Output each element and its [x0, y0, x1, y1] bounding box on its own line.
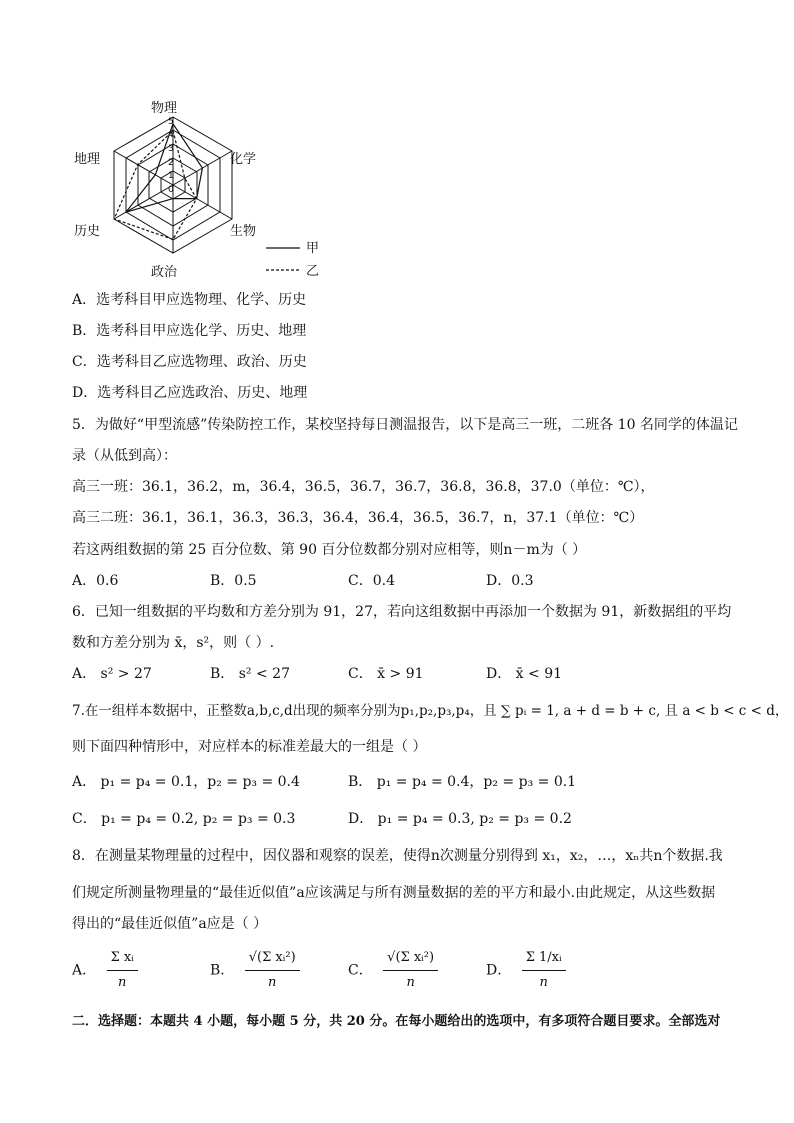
section-2-heading: 二．选择题：本题共 4 小题，每小题 5 分，共 20 分。在每小题给出的选项中，有多项符合题目要求。全部选对	[72, 1014, 721, 1029]
q8-option-d-numerator: Σ 1/xᵢ	[522, 948, 566, 971]
q8-stem-line3: 得出的“最佳近似值”a应是（ ）	[72, 916, 268, 932]
q4-option-c: C．选考科目乙应选物理、政治、历史	[72, 354, 307, 370]
axis-label-biology: 生物	[230, 224, 257, 239]
q8-option-a-denominator: n	[118, 975, 127, 990]
q8-option-c	[348, 948, 438, 993]
q8-option-c-label: C．	[348, 962, 373, 979]
q8-option-d-denominator: n	[539, 975, 548, 990]
q8-option-b-denominator: n	[268, 975, 277, 990]
q8-stem-line1: 8．在测量某物理量的过程中，因仪器和观察的误差，使得n次测量分别得到 x₁，x₂，…，xₙ共n个数据.我	[72, 848, 723, 864]
axis-label-history: 历史	[74, 224, 101, 239]
legend-label-yi: 乙	[306, 264, 320, 279]
q8-option-c-numerator: √(Σ xᵢ²)	[383, 948, 438, 971]
axis-label-geography: 地理	[74, 152, 101, 167]
q6-stem-line1: 6．已知一组数据的平均数和方差分别为 91，27，若向这组数据中再添加一个数据为 91，新数据组的平均	[72, 604, 732, 620]
axis-label-physics: 物理	[151, 101, 178, 116]
tick-0: 0	[168, 185, 174, 195]
q6-option-c: C． x̄ > 91	[348, 666, 424, 682]
q7-option-a: A． p₁ = p₄ = 0.1，p₂ = p₃ = 0.4	[72, 774, 300, 790]
q7-stem-line2: 则下面四种情形中，对应样本的标准差最大的一组是（ ）	[72, 739, 427, 755]
q5-option-b: B．0.5	[210, 573, 257, 589]
q8-option-d-label: D．	[486, 962, 512, 979]
q6-stem-line2: 数和方差分别为 x̄，s²，则（ ）.	[72, 635, 275, 651]
q8-option-b-label: B．	[210, 962, 235, 979]
q6-option-b: B． s² < 27	[210, 666, 290, 682]
q7-stem-line1: 7.在一组样本数据中，正整数a,b,c,d出现的频率分别为p₁,p₂,p₃,p₄，且 ∑ pᵢ = 1, a + d = b + c, 且 a < b < c < d，	[72, 703, 789, 719]
q8-option-b-fraction	[245, 948, 300, 993]
q4-option-b: B．选考科目甲应选化学、历史、地理	[72, 323, 307, 339]
q8-option-a-fraction	[107, 948, 138, 993]
q5-question: 若这两组数据的第 25 百分位数、第 90 百分位数都分别对应相等，则n－m为（ ）	[72, 542, 587, 558]
q7-option-c: C． p₁ = p₄ = 0.2, p₂ = p₃ = 0.3	[72, 811, 296, 827]
radar-chart	[60, 95, 350, 285]
q6-option-a: A． s² > 27	[72, 666, 152, 682]
tick-1: 1	[168, 171, 174, 181]
legend-label-jia: 甲	[306, 241, 320, 256]
q4-option-d: D．选考科目乙应选政治、历史、地理	[72, 385, 308, 401]
q5-option-d: D．0.3	[486, 573, 534, 589]
q5-class2-data: 高三二班：36.1，36.1，36.3，36.3，36.4，36.4，36.5，36.7，n，37.1（单位：℃）	[72, 510, 644, 526]
q8-stem-line2: 们规定所测量物理量的“最佳近似值”a应该满足与所有测量数据的差的平方和最小.由此规定，从这些数据	[72, 885, 716, 901]
tick-4: 4	[168, 130, 174, 140]
q8-option-a	[72, 948, 138, 993]
axis-label-chemistry: 化学	[230, 152, 257, 167]
q6-option-d: D． x̄ < 91	[486, 666, 563, 682]
q8-option-c-denominator: n	[406, 975, 415, 990]
q8-option-a-numerator: Σ xᵢ	[107, 948, 138, 971]
q5-stem-line1: 5．为做好“甲型流感”传染防控工作，某校坚持每日测温报告，以下是高三一班，二班各 10 名同学的体温记	[72, 417, 738, 433]
q7-option-d: D． p₁ = p₄ = 0.3, p₂ = p₃ = 0.2	[348, 811, 572, 827]
q8-option-a-label: A．	[72, 962, 97, 979]
q8-option-d	[486, 948, 566, 993]
q8-option-d-fraction	[522, 948, 566, 993]
q5-option-c: C．0.4	[348, 573, 395, 589]
q7-option-b: B． p₁ = p₄ = 0.4，p₂ = p₃ = 0.1	[348, 774, 577, 790]
tick-5: 5	[168, 117, 174, 127]
legend	[266, 241, 319, 279]
q8-option-b-numerator: √(Σ xᵢ²)	[245, 948, 300, 971]
q4-option-a: A．选考科目甲应选物理、化学、历史	[72, 292, 307, 308]
q5-class1-data: 高三一班：36.1，36.2，m，36.4，36.5，36.7，36.7，36.8，36.8，37.0（单位：℃），	[72, 479, 655, 495]
tick-3: 3	[168, 144, 174, 154]
q5-option-a: A．0.6	[72, 573, 119, 589]
axis-label-politics: 政治	[151, 265, 178, 280]
q8-option-b	[210, 948, 300, 993]
q8-option-c-fraction	[383, 948, 438, 993]
tick-2: 2	[168, 158, 174, 168]
q5-stem-line2: 录（从低到高）：	[72, 448, 177, 464]
